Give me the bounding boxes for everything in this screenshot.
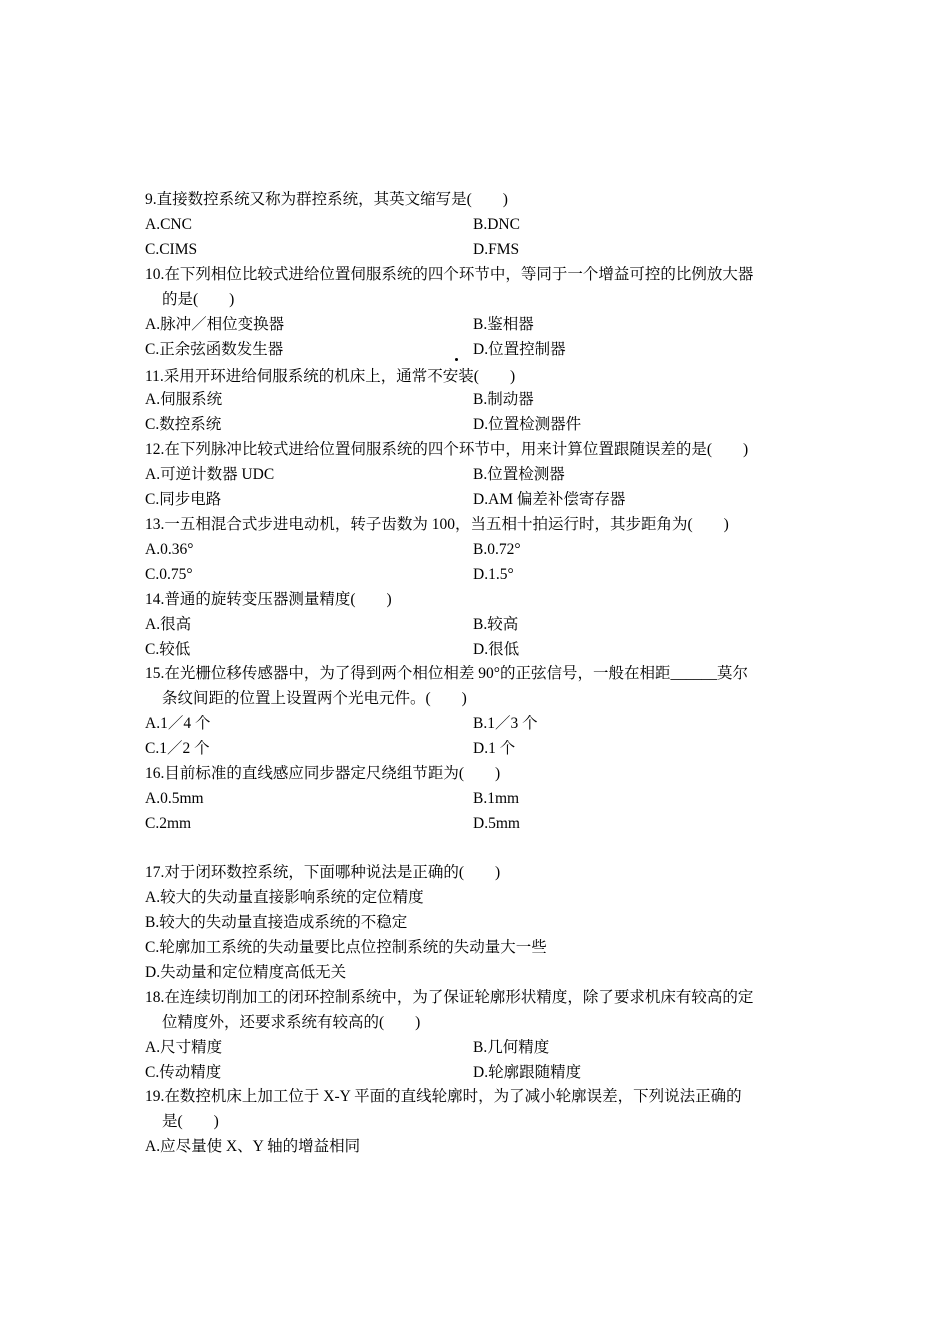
question-16-options-row-1 <box>145 786 810 811</box>
option-d: D.很低 <box>473 641 520 658</box>
question-18-options-row-2 <box>145 1060 810 1085</box>
question-13-options-row-2 <box>145 562 810 587</box>
question-14-options-row-2 <box>145 637 810 662</box>
option-b: B.DNC <box>473 216 520 233</box>
option-b: B.制动器 <box>473 391 534 408</box>
question-15-options-row-1 <box>145 711 810 736</box>
question-18-stem-continued: 位精度外，还要求系统有较高的( ) <box>162 1014 421 1031</box>
question-10-options-row-2 <box>145 337 810 362</box>
question-16-stem: 16.目前标准的直线感应同步器定尺绕组节距为( ) <box>145 765 501 782</box>
option-c: C.传动精度 <box>145 1064 222 1081</box>
question-17-option-b: B.较大的失动量直接造成系统的不稳定 <box>145 914 408 931</box>
question-9-stem: 9.直接数控系统又称为群控系统，其英文缩写是( ) <box>145 191 508 208</box>
question-10-stem-continued: 的是( ) <box>162 291 235 308</box>
question-12-options-row-1 <box>145 462 810 487</box>
option-c: C.正余弦函数发生器 <box>145 341 284 358</box>
option-b: B.位置检测器 <box>473 466 565 483</box>
option-b: B.1／3 个 <box>473 715 538 732</box>
question-14-stem: 14.普通的旋转变压器测量精度( ) <box>145 591 392 608</box>
option-d: D.FMS <box>473 241 520 258</box>
option-c: C.2mm <box>145 815 192 832</box>
question-10-stem: 10.在下列相位比较式进给位置伺服系统的四个环节中，等同于一个增益可控的比例放大器 <box>145 266 754 283</box>
option-a: A.伺服系统 <box>145 391 223 408</box>
question-9-options-row-1 <box>145 212 810 237</box>
question-11-options-row-1 <box>145 387 810 412</box>
question-9-options-row-2 <box>145 237 810 262</box>
question-18-options-row-1 <box>145 1035 810 1060</box>
option-a: A.很高 <box>145 616 192 633</box>
question-19-option-a: A.应尽量使 X、Y 轴的增益相同 <box>145 1138 361 1155</box>
option-d: D.AM 偏差补偿寄存器 <box>473 491 626 508</box>
option-d: D.位置检测器件 <box>473 416 582 433</box>
question-17-stem: 17.对于闭环数控系统，下面哪种说法是正确的( ) <box>145 864 501 881</box>
option-c: C.同步电路 <box>145 491 222 508</box>
option-a: A.CNC <box>145 216 192 233</box>
option-c: C.CIMS <box>145 241 198 258</box>
option-c: C.0.75° <box>145 566 193 583</box>
question-12-stem: 12.在下列脉冲比较式进给位置伺服系统的四个环节中，用来计算位置跟随误差的是( ) <box>145 441 749 458</box>
question-16-options-row-2 <box>145 811 810 836</box>
option-a: A.1／4 个 <box>145 715 211 732</box>
question-12-options-row-2 <box>145 487 810 512</box>
question-11-stem: 11.采用开环进给伺服系统的机床上，通常不安装( ) <box>145 368 516 385</box>
option-b: B.较高 <box>473 616 519 633</box>
option-d: D.轮廓跟随精度 <box>473 1064 582 1081</box>
question-18-stem: 18.在连续切削加工的闭环控制系统中，为了保证轮廓形状精度，除了要求机床有较高的定 <box>145 989 754 1006</box>
option-a: A.0.36° <box>145 541 194 558</box>
option-c: C.较低 <box>145 641 191 658</box>
option-c: C.1／2 个 <box>145 740 210 757</box>
stray-dot-mark <box>455 358 458 361</box>
option-d: D.1 个 <box>473 740 516 757</box>
option-b: B.几何精度 <box>473 1039 550 1056</box>
option-c: C.数控系统 <box>145 416 222 433</box>
option-d: D.5mm <box>473 815 520 832</box>
option-d: D.位置控制器 <box>473 341 566 358</box>
question-15-stem-continued: 条纹间距的位置上设置两个光电元件。( ) <box>162 690 467 707</box>
option-a: A.尺寸精度 <box>145 1039 223 1056</box>
question-17-option-c: C.轮廓加工系统的失动量要比点位控制系统的失动量大一些 <box>145 939 547 956</box>
option-b: B.0.72° <box>473 541 521 558</box>
question-15-options-row-2 <box>145 736 810 761</box>
question-19-stem-continued: 是( ) <box>162 1113 219 1130</box>
question-10-options-row-1 <box>145 312 810 337</box>
question-13-stem: 13.一五相混合式步进电动机，转子齿数为 100，当五相十拍运行时，其步距角为( ) <box>145 516 729 533</box>
option-a: A.0.5mm <box>145 790 204 807</box>
option-a: A.可逆计数器 UDC <box>145 466 275 483</box>
option-b: B.1mm <box>473 790 520 807</box>
question-19-stem: 19.在数控机床上加工位于 X-Y 平面的直线轮廓时，为了减小轮廓误差，下列说法正确的 <box>145 1088 742 1105</box>
option-d: D.1.5° <box>473 566 514 583</box>
question-17-option-a: A.较大的失动量直接影响系统的定位精度 <box>145 889 424 906</box>
question-14-options-row-1 <box>145 612 810 637</box>
question-13-options-row-1 <box>145 537 810 562</box>
question-11-options-row-2 <box>145 412 810 437</box>
option-a: A.脉冲／相位变换器 <box>145 316 285 333</box>
question-17-option-d: D.失动量和定位精度高低无关 <box>145 964 347 981</box>
question-15-stem: 15.在光栅位移传感器中，为了得到两个相位相差 90°的正弦信号，一般在相距______莫尔 <box>145 665 748 682</box>
option-b: B.鉴相器 <box>473 316 534 333</box>
